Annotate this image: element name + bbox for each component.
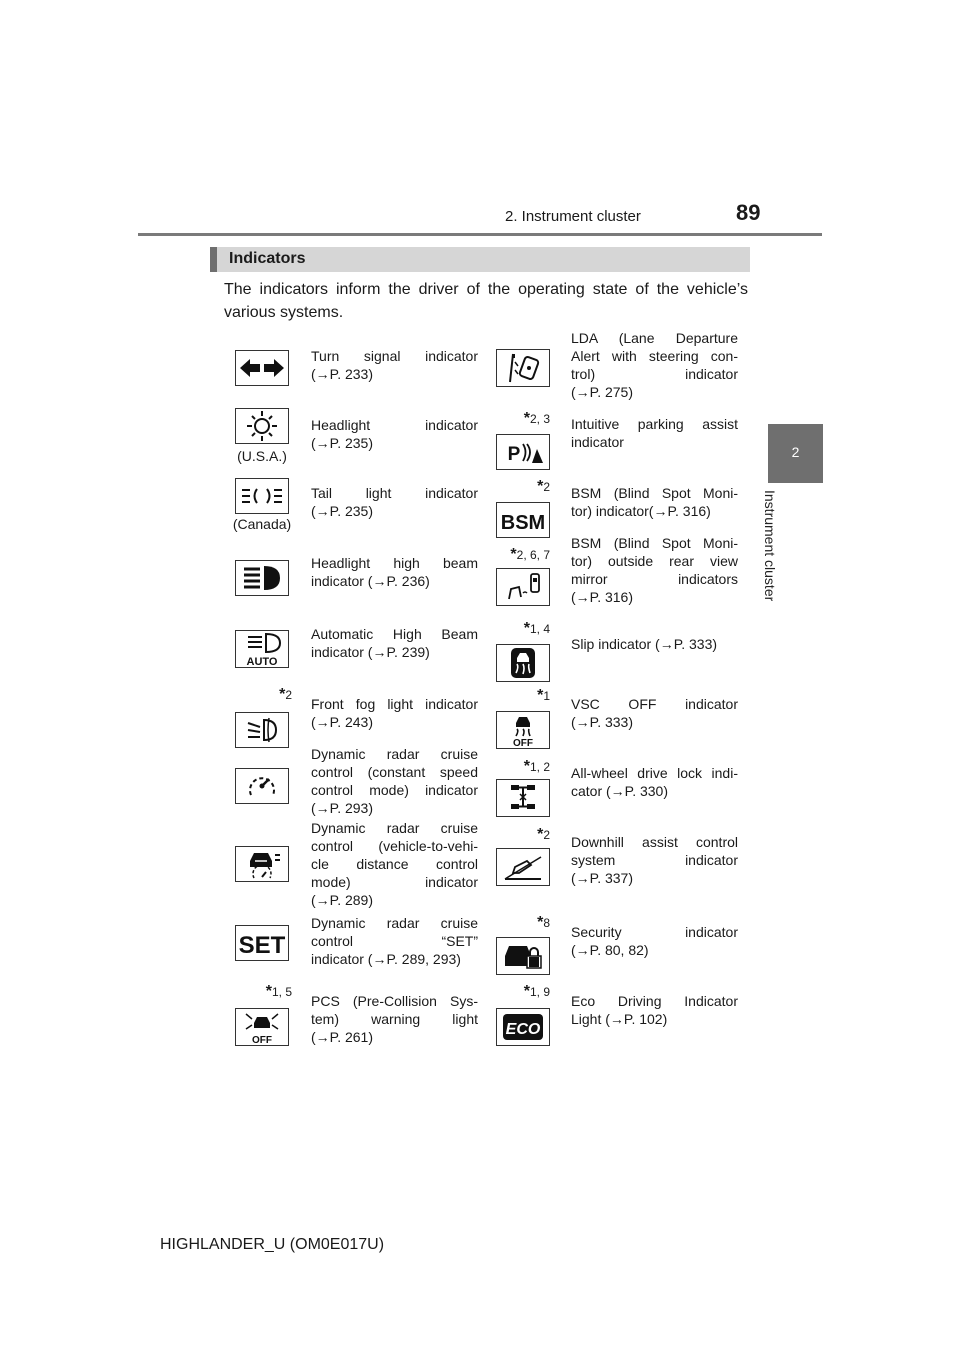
right-desc-6: VSC OFF indicator (→P. 333) bbox=[571, 696, 738, 730]
auto-high-beam-icon bbox=[235, 630, 289, 668]
bsm-icon-text: BSM bbox=[500, 512, 546, 534]
set-icon bbox=[235, 925, 289, 961]
svg-text:P: P bbox=[507, 444, 521, 465]
footnote-ref-right-9: *8 bbox=[537, 914, 550, 931]
footnote-ref-left-6: *2 bbox=[279, 686, 292, 703]
right-desc-4: BSM (Blind Spot Moni- tor) outside rear view mirror indicators (→P. 316) bbox=[571, 535, 738, 605]
set-icon-text: SET bbox=[238, 932, 286, 959]
left-desc-7: Dynamic radar cruise control (constant speed control mode) indicator (→P. 293) bbox=[311, 746, 478, 816]
region-label-canada: (Canada) bbox=[232, 516, 292, 532]
vsc-off-icon-text: OFF bbox=[513, 738, 533, 748]
pcs-off-icon-text: OFF bbox=[252, 1035, 272, 1045]
turn-signal-arrows-icon bbox=[235, 350, 289, 386]
eco-icon bbox=[496, 1008, 550, 1046]
chapter-tab[interactable] bbox=[768, 424, 823, 483]
bsm-icon bbox=[496, 502, 550, 538]
right-desc-8: Downhill assist control system indicator (→P. 337) bbox=[571, 834, 738, 886]
header-rule bbox=[138, 233, 822, 236]
footnote-ref-right-7: *1, 2 bbox=[523, 758, 550, 775]
headlight-sun-icon bbox=[235, 408, 289, 444]
page-number: 89 bbox=[736, 200, 761, 225]
awd-lock-icon bbox=[496, 779, 550, 817]
footnote-ref-right-5: *1, 4 bbox=[523, 620, 550, 637]
left-desc-5: Automatic High Beam indicator (→P. 239) bbox=[311, 626, 478, 660]
right-desc-7: All-wheel drive lock indi- cator (→P. 330) bbox=[571, 765, 738, 799]
slip-icon bbox=[496, 644, 550, 682]
vsc-off-icon bbox=[496, 711, 550, 749]
region-label-usa: (U.S.A.) bbox=[237, 448, 287, 464]
footnote-ref-left-10: *1, 5 bbox=[265, 983, 292, 1000]
svg-text:AUTO: AUTO bbox=[246, 656, 278, 667]
right-desc-2: Intuitive parking assist indicator bbox=[571, 416, 738, 450]
parking-assist-icon bbox=[496, 434, 550, 470]
left-desc-10: PCS (Pre-Collision Sys- tem) warning light (→P. 261) bbox=[311, 993, 478, 1045]
left-desc-8: Dynamic radar cruise control (vehicle-to-vehi- cle distance control mode) indicator (→P. 289) bbox=[311, 820, 478, 908]
left-desc-2: Headlight indicator (→P. 235) bbox=[311, 417, 478, 451]
high-beam-icon bbox=[235, 560, 289, 596]
security-icon bbox=[496, 937, 550, 975]
section-title: Indicators bbox=[229, 250, 306, 267]
tail-light-icon bbox=[235, 478, 289, 514]
right-desc-3: BSM (Blind Spot Moni- tor) indicator(→P. 316) bbox=[571, 485, 738, 519]
bsm-mirror-icon bbox=[496, 568, 550, 606]
header-section-title: 2. Instrument cluster bbox=[505, 208, 641, 225]
cruise-vehicle-icon bbox=[235, 846, 289, 882]
footnote-ref-right-10: *1, 9 bbox=[523, 983, 550, 1000]
footnote-ref-right-6: *1 bbox=[537, 687, 550, 704]
footnote-ref-right-4: *2, 6, 7 bbox=[510, 546, 550, 563]
left-desc-6: Front fog light indicator (→P. 243) bbox=[311, 696, 478, 730]
footnote-ref-right-3: *2 bbox=[537, 478, 550, 495]
right-desc-5: Slip indicator (→P. 333) bbox=[571, 636, 718, 652]
left-desc-3: Tail light indicator (→P. 235) bbox=[311, 485, 478, 519]
right-desc-1: LDA (Lane Departure Alert with steering con- trol) indicator (→P. 275) bbox=[571, 330, 738, 400]
right-desc-9: Security indicator (→P. 80, 82) bbox=[571, 924, 738, 958]
section-bar bbox=[210, 247, 750, 272]
chapter-number: 2 bbox=[791, 444, 800, 460]
left-desc-4: Headlight high beam indicator (→P. 236) bbox=[311, 555, 478, 589]
right-desc-10: Eco Driving Indicator Light (→P. 102) bbox=[571, 993, 738, 1027]
pcs-off-icon bbox=[235, 1008, 289, 1046]
eco-icon-text: ECO bbox=[505, 1021, 541, 1038]
intro-text: The indicators inform the driver of the operating state of the vehicle’s various systems. bbox=[224, 281, 748, 321]
footer-doc-id: HIGHLANDER_U (OM0E017U) bbox=[160, 1236, 385, 1253]
left-desc-9: Dynamic radar cruise control “SET” indicator (→P. 289, 293) bbox=[311, 915, 478, 967]
downhill-assist-icon bbox=[496, 848, 550, 886]
chapter-label: Instrument cluster bbox=[762, 490, 778, 602]
left-desc-1: Turn signal indicator (→P. 233) bbox=[311, 348, 478, 382]
lda-icon bbox=[496, 349, 550, 387]
footnote-ref-right-2: *2, 3 bbox=[523, 410, 550, 427]
front-fog-light-icon bbox=[235, 712, 289, 748]
footnote-ref-right-8: *2 bbox=[537, 826, 550, 843]
cruise-gauge-icon bbox=[235, 768, 289, 804]
